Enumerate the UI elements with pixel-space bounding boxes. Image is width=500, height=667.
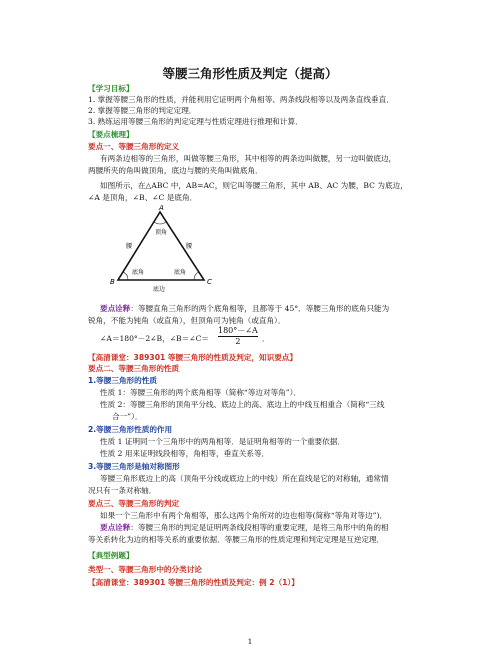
p2-1-line-3: 合一”）． — [112, 412, 143, 421]
point3-heading: 要点三、等腰三角形的判定 — [88, 499, 180, 508]
formula-left: ∠A＝180°－2∠B，∠B＝∠C＝ — [100, 334, 209, 343]
point1-heading: 要点一、等腰三角形的定义 — [88, 142, 180, 151]
note2-text: ：等腰三角形的判定是证明两条线段相等的重要定理，是将三角形中的角的相 — [130, 523, 389, 532]
p3-line: 如果一个三角形中有两个角相等，那么这两个角所对的边也相等(简称“等角对等边”)． — [100, 511, 388, 520]
note2-line-1 — [100, 522, 430, 533]
p2-1-line-2: 性质 2：等腰三角形的顶角平分线、底边上的高、底边上的中线互相重合（简称“三线 — [100, 400, 385, 409]
note1-line-2: 锐角，不能为钝角（或直角），但顶角可为钝角（或直角）． — [88, 316, 286, 325]
base-edge-label: 底边 — [153, 286, 166, 293]
p2-3-heading: 3.等腰三角形是轴对称图形 — [88, 462, 180, 471]
formula-end: ． — [262, 334, 270, 343]
section-objectives: 【学习目标】 — [88, 84, 134, 93]
formula-fraction — [218, 326, 258, 347]
link-lecture-2[interactable]: 【高清课堂：389301 等腰三角形的性质及判定：例 2（1）】 — [88, 578, 299, 587]
p2-3-line-1: 等腰三角形底边上的高（顶角平分线或底边上的中线）所在直线是它的对称轴，通常情 — [100, 474, 389, 483]
note1-label: 要点诠释 — [100, 304, 131, 313]
point1-text-3: 如图所示，在△ABC 中，AB=AC，则它叫等腰三角形，其中 AB、AC 为腰，BC 为底边， — [100, 181, 408, 190]
link-lecture-1[interactable]: 【高清课堂：389301 等腰三角形的性质及判定，知识要点】 — [88, 353, 297, 362]
p2-2-line-1: 性质 1 证明同一个三角形中的两角相等．是证明角相等的一个重要依据． — [100, 437, 346, 446]
vertex-c-label: C — [207, 278, 212, 286]
right-base-angle-label: 底角 — [174, 269, 187, 276]
vertex-a-label: A — [159, 204, 164, 212]
point1-text-2: 两腰所夹的角叫做顶角，底边与腰的夹角叫做底角． — [88, 166, 263, 175]
right-leg-label: 腰 — [186, 243, 193, 250]
apex-angle-arc — [154, 222, 166, 224]
point2-heading: 要点二、等腰三角形的性质 — [88, 364, 180, 373]
note2-line-2: 等关系转化为边的相等关系的重要依据．等腰三角形的性质定理和判定定理是互逆定理． — [88, 535, 385, 544]
point1-text-4: ∠A 是顶角，∠B、∠C 是底角． — [88, 193, 198, 202]
objective-1: 1. 掌握等腰三角形的性质，并能利用它证明两个角相等、两条线段相等以及两条直线垂直． — [88, 95, 394, 104]
vertex-b-label: B — [110, 278, 115, 286]
objective-3: 3. 熟练运用等腰三角形的判定定理与性质定理进行推理和计算． — [88, 117, 303, 126]
section-examples: 【典型例题】 — [88, 551, 134, 560]
p2-1-line-1: 性质 1：等腰三角形的两个底角相等（简称“等边对等角”）． — [100, 388, 302, 397]
formula-denominator: 2 — [218, 336, 258, 347]
page-title: 等腰三角形性质及判定（提高） — [162, 66, 338, 81]
type1-heading: 类型一、等腰三角形中的分类讨论 — [88, 565, 202, 574]
formula-numerator: 180°－∠A — [218, 326, 258, 335]
page-number: 1 — [247, 637, 253, 646]
p2-3-line-2: 况只有一条对称轴． — [88, 486, 157, 495]
section-points: 【要点梳理】 — [88, 130, 134, 139]
left-leg-label: 腰 — [126, 243, 133, 250]
objective-2: 2. 掌握等腰三角形的判定定理． — [88, 106, 197, 115]
p2-2-heading: 2.等腰三角形性质的作用 — [88, 425, 173, 434]
isosceles-triangle-figure — [108, 204, 218, 296]
point1-text-1: 有两条边相等的三角形，叫做等腰三角形，其中相等的两条边叫做腰，另一边叫做底边， — [100, 154, 397, 163]
note2-label: 要点诠释 — [100, 523, 131, 532]
left-base-angle-label: 底角 — [132, 269, 145, 276]
note1-text: ：等腰直角三角形的两个底角相等，且都等于 45°．等腰三角形的底角只能为 — [130, 304, 390, 313]
left-base-arc — [123, 272, 128, 280]
note1-line-1 — [100, 303, 430, 314]
p2-1-heading: 1.等腰三角形的性质 — [88, 376, 157, 385]
right-base-arc — [194, 272, 199, 280]
p2-2-line-2: 性质 2 用来证明线段相等，角相等，垂直关系等． — [100, 449, 270, 458]
apex-angle-label: 顶角 — [155, 229, 168, 236]
